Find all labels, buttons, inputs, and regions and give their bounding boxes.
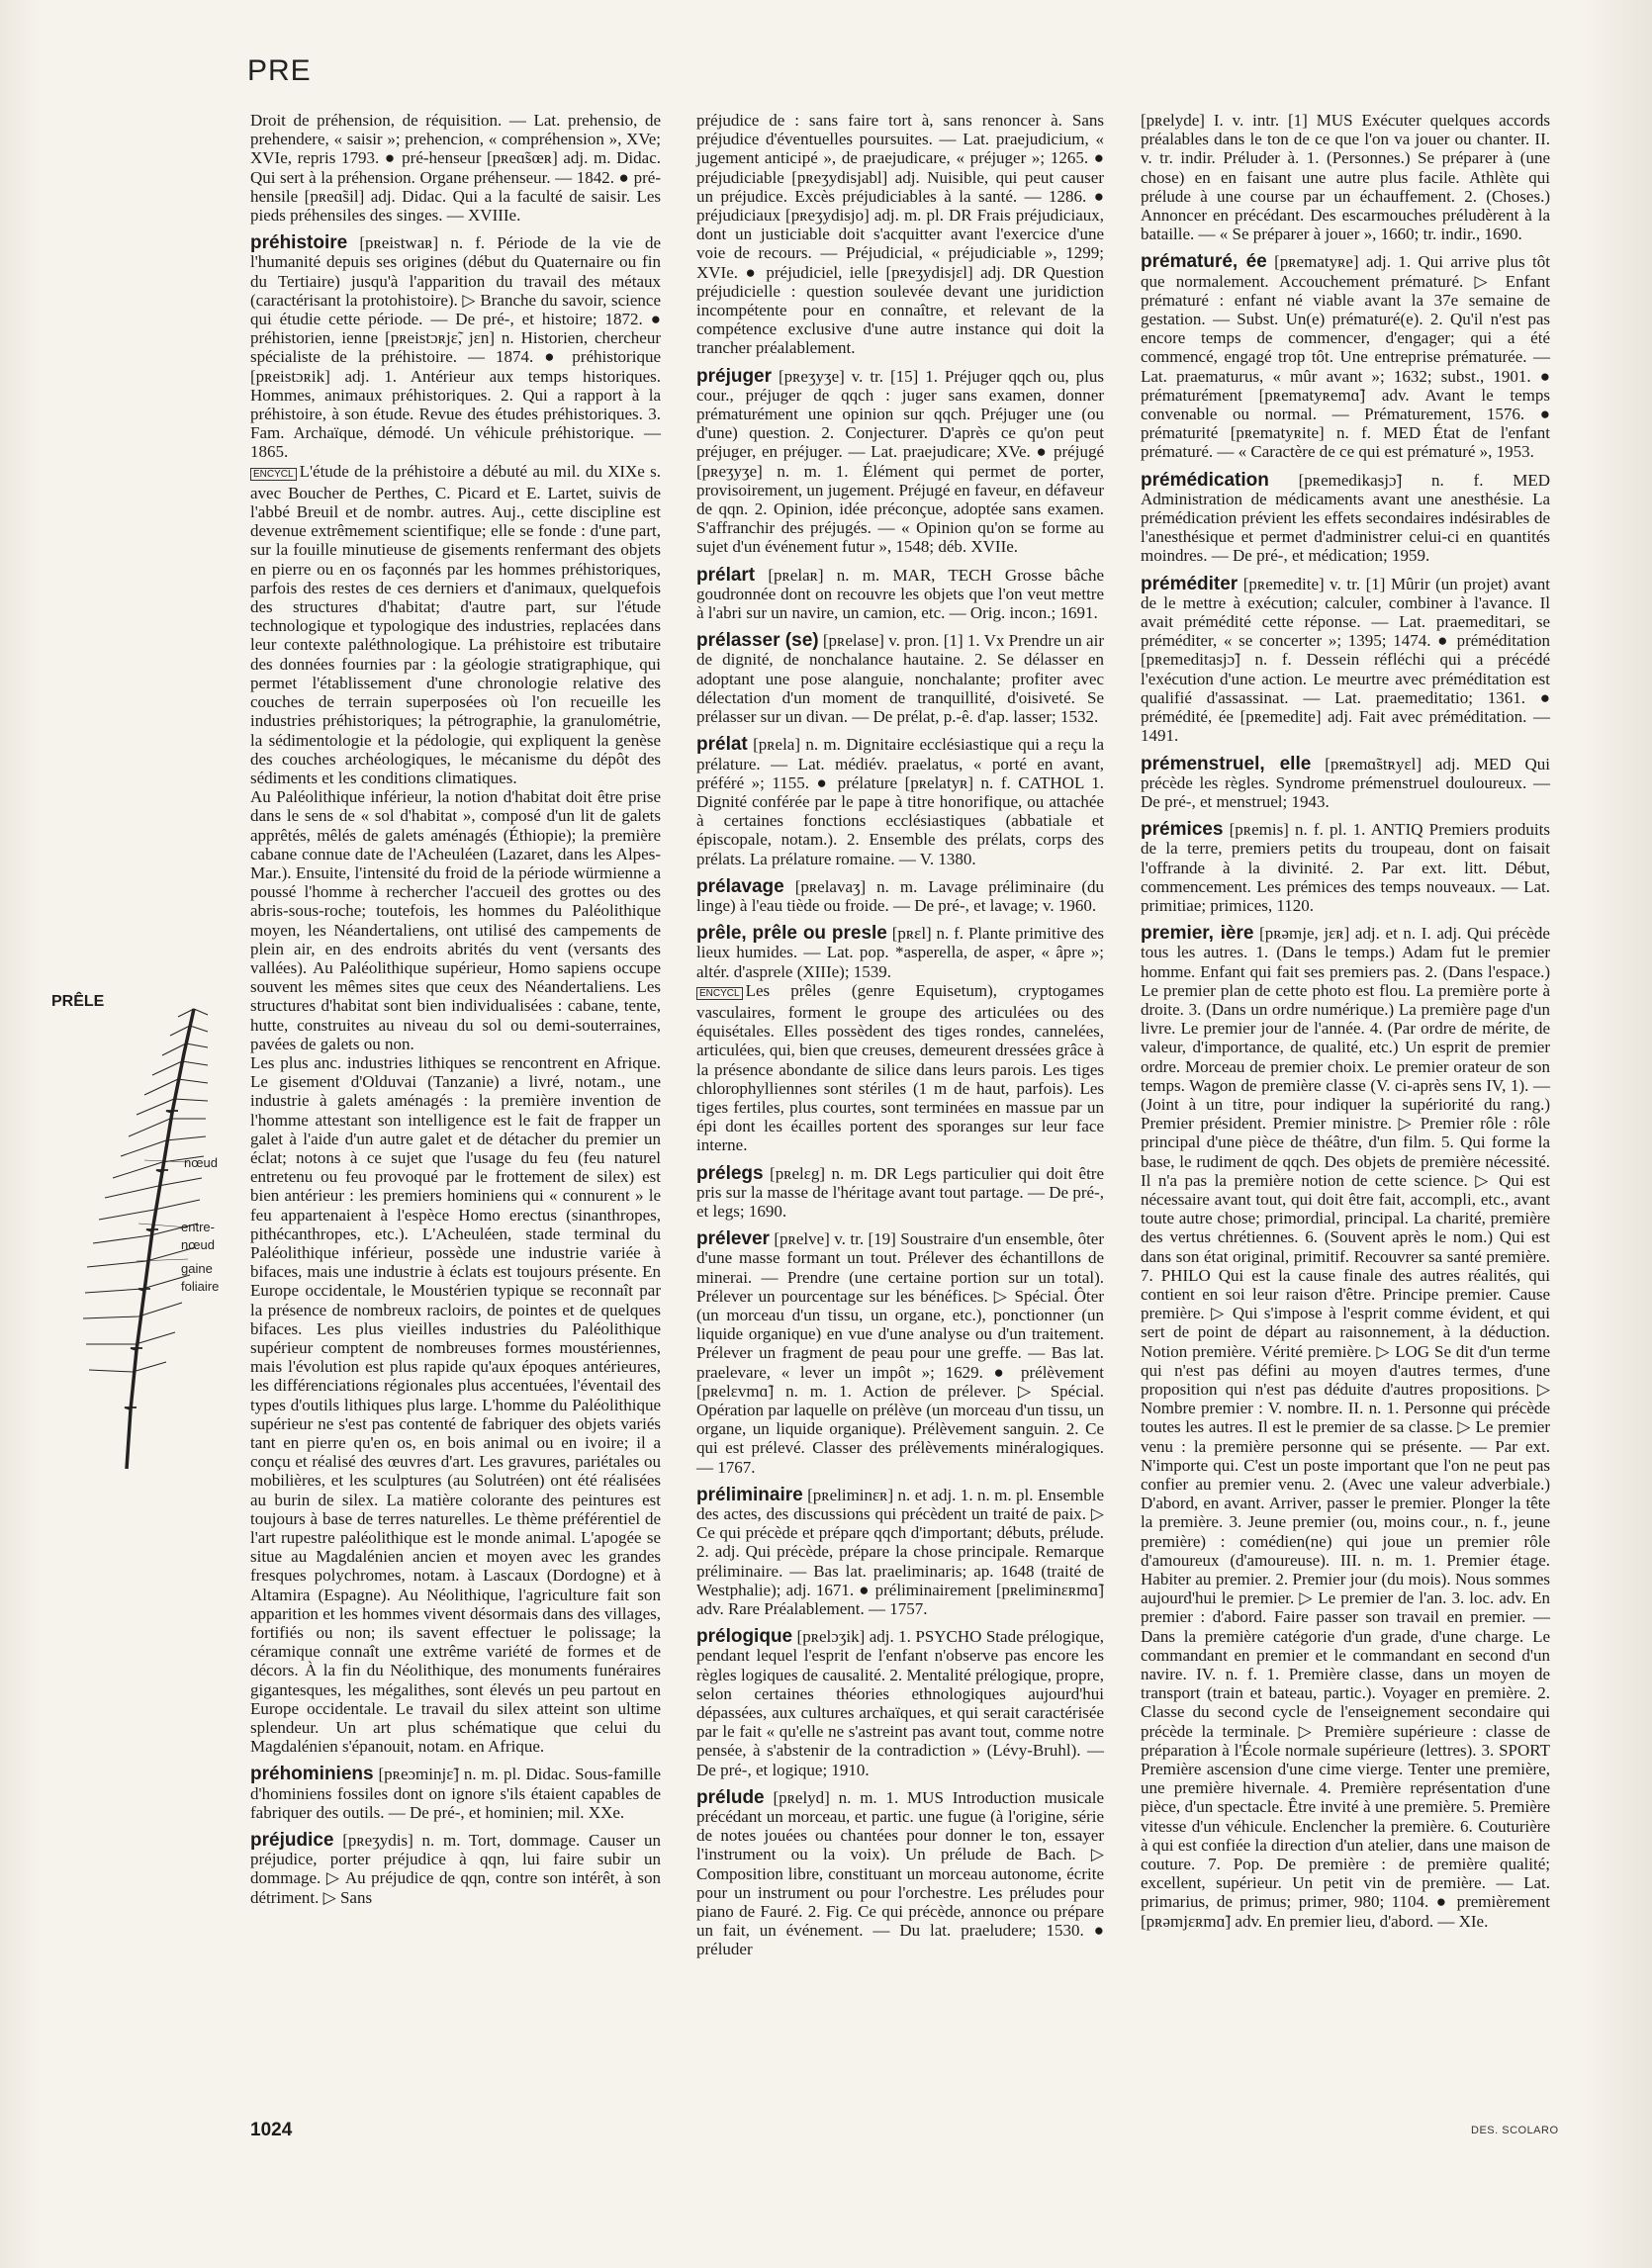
definition: [pʀɛl] n. f. Plante primitive des lieux humides. — Lat. pop. *asperella, de asper, « âpre »; altér. d'asprele (XIIIe); 1539. [696, 924, 1104, 981]
headword: préjuger [696, 365, 773, 387]
entry-preluder-continued: [pʀelyde] I. v. intr. [1] MUS Exécuter quelques accords préalables dans le ton de ce que l'on va jouer ou chanter. II. v. tr. indir. Préluder à. 1. (Personnes.) Se préparer à (une chose) en en faisant une autre plus facile. Athlète qui prélude à une course par un échauffement. 2. (Choses.) Annoncer en précédant. Des escarmouches préludèrent à la bataille. — « Se préparer à jouer », 1660; tr. indir., 1690. [1141, 111, 1550, 244]
encyclopedic-text: Les plus anc. industries lithiques se rencontrent en Afrique. Le gisement d'Olduvai (Tanzanie) a livré, notam., une industrie à galets aménagés : la première invention de l'homme attestant son intelligence est le fait de frapper un galet à l'aide d'un autre galet et de détacher du premier un éclat; notons à ce sujet que l'usage du feu (feu naturel entretenu ou feu provoqué par le frottement de silex) est bien antérieur : les premiers hominiens qui « connurent » le feu appartenaient à l'espèce Homo erectus (sinanthropes, pithécanthropes, etc.). L'Acheuléen, stade terminal du Paléolithique inférieur, possède une industrie variée à bifaces, mais une industrie à éclats est toujours présente. En Europe occidentale, le Moustérien typique se reconnaît par la présence de nombreux racloirs, de pointes et de quelques bifaces. Les plus vieilles industries du Paléolithique supérieur comptent de nombreuses formes moustériennes, mais l'évolution est plus rapide qu'aux époques antérieures, les différenciations régionales plus accentuées, l'éventail des types d'outils lithiques plus large. L'homme du Paléolithique supérieur ne s'est pas contenté de fabriquer des objets variés tant en pierre qu'en os, en bois animal ou en ivoire; il a conçu et réalisé des œuvres d'art. Les gravures, pariétales ou mobilières, et les sculptures (au Solutréen) ont été réalisées au burin de silex. La matière colorante des peintures est toujours à base de terres naturelles. Le thème préférentiel de l'art rupestre paléolithique est le monde animal. L'apogée se situe au Magdalénien ancien et moyen avec les grandes fresques polychromes, notam. à Lascaux (Dordogne) et à Altamira (Espagne). Au Néolithique, l'agriculture fait son apparition et les hommes vivent désormais dans des villages, fortifiés ou non; ils savent effectuer le polissage; la céramique connaît une extrême variété de formes et de décors. À la fin du Néolithique, des monuments funéraires gigantesques, les mégalithes, sont élevés un peu partout en Europe occidentale. Le travail du silex atteint son ultime splendeur. Un art plus schématique que celui du Magdalénien s'épanouit, notam. en Afrique. [250, 1052, 661, 1757]
entry-premediter [1141, 575, 1550, 746]
headword: prélat [696, 734, 748, 756]
definition: [pʀematyʀe] adj. 1. Qui arrive plus tôt que normalement. Accouchement prématuré. ▷ Enfant prématuré : enfant né viable avant la 37e semaine de gestation. — Subst. Un(e) prématuré(e). 2. Qu'il n'est pas encore temps de commencer, d'engager; qui a été commencé, engagé trop tôt. Une entreprise prématurée. — Lat. praematurus, « mûr avant »; 1632; subst., 1901. ● prématurément [pʀematyʀemɑ̃] adv. Avant le temps convenable ou normal. — Prématurement, 1576. ● prématurité [pʀematyʀite] n. f. MED État de l'enfant prématuré. — « Caractère de ce qui est prématuré », 1953. [1141, 252, 1550, 462]
headword: préhistoire [250, 232, 348, 254]
headword: prémenstruel, elle [1141, 753, 1312, 774]
definition: [pʀelase] v. pron. [1] 1. Vx Prendre un air de dignité, de nonchalance hautaine. 2. Se délasser en adoptant une pose alanguie, nonchalante; profiter avec délectation d'un moment de tranquillité, d'oisiveté. Se prélasser sur un divan. — De prélat, p.-ê. d'ap. lasser; 1532. [696, 631, 1104, 727]
headword: prélegs [696, 1162, 764, 1184]
headword: prélever [696, 1228, 770, 1250]
headword: prélasser (se) [696, 630, 819, 652]
definition: [pʀelve] v. tr. [19] Soustraire d'un ensemble, ôter d'une masse formant un tout. Prélever des échantillons de minerai. — Prendre (une certaine portion sur un total). Prélever un pourcentage sur les bénéfices. ▷ Spécial. Ôter (un morceau d'un tissu, un organe, etc.), ponctionner (un liquide organique) en vue d'une analyse ou d'un traitement. Prélever un fragment de peau pour une greffe. — Bas lat. praelevare, « lever un impôt »; 1629. ● prélèvement [pʀelɛvmɑ̃] n. m. 1. Action de prélever. ▷ Spécial. Opération par laquelle on prélève (un morceau d'un tissu, un organe, un liquide organique). Prélèvement sanguin. 2. Ce qui est prélevé. Classer des prélèvements minéralogiques. — 1767. [696, 1229, 1104, 1477]
entry-prelever [696, 1229, 1104, 1477]
headword: prélavage [696, 875, 784, 897]
column-3 [1141, 111, 1550, 1940]
definition: [pʀeistwaʀ] n. f. Période de la vie de l'humanité depuis ses origines (début du Quaternaire ou fin du Tertiaire) jusqu'à l'apparition du travail des métaux (caractérisant la protohistoire). ▷ Branche du savoir, science qui étudie cette période. — De pré-, et histoire; 1872. ● préhistorien, ienne [pʀeistɔʀjɛ̃, jɛn] n. Historien, chercheur spécialiste de la préhistoire. — 1874. ● préhistorique [pʀeistɔʀik] adj. 1. Antérieur aux temps historiques. Hommes, animaux préhistoriques. 2. Qui a rapport à la préhistoire, à son étude. Revue des études préhistoriques. 3. Fam. Archaïque, démodé. Un véhicule préhistorique. — 1865. [250, 233, 661, 462]
entry-premenstruel [1141, 755, 1550, 812]
encyclopedic-text: Au Paléolithique inférieur, la notion d'habitat doit être prise dans le sens de « sol d'habitat », composé d'un lit de galets apprêtés, mêlés de galets aménagés (Éthiopie); la première cabane connue date de l'Acheuléen (Lazaret, dans les Alpes-Mar.). Ensuite, l'intensité du froid de la période würmienne a poussé l'homme à rechercher l'accueil des grottes ou des abris-sous-roche; toutefois, les hommes du Paléolithique moyen, les Néandertaliens, ont utilisé des campements de plein air, en des endroits abrités du vent (versants des vallées). Au Paléolithique supérieur, Homo sapiens occupe souvent les mêmes sites que ceux des Néandertaliens. Les structures d'habitat sont bien individualisées : cabane, tente, hutte, construites au niveau du sol ou demi-souterraines, pavées de galets ou non. [250, 787, 661, 1053]
entry-prejuger [696, 367, 1104, 557]
definition: [pʀeʒydis] n. m. Tort, dommage. Causer un préjudice, porter préjudice à qqn, lui faire subir un dommage. ▷ Au préjudice de qqn, contre son intérêt, à son détriment. ▷ Sans [250, 1831, 661, 1907]
definition: [pʀeliminɛʀ] n. et adj. 1. n. m. pl. Ensemble des actes, des discussions qui précèdent un traité de paix. ▷ Ce qui précède et prépare qqch d'important; débuts, prélude. 2. adj. Qui précède, prépare la chose principale. Remarque préliminaire. — Bas lat. praeliminaris; ap. 1648 (traité de Westphalie); adj. 1671. ● préliminairement [pʀeliminɛʀmɑ̃] adv. Rare Préalablement. — 1757. [696, 1485, 1104, 1619]
column-2 [696, 111, 1104, 1968]
entry-prelavage [696, 877, 1104, 915]
entry-prejudice [250, 1831, 661, 1907]
definition: [pʀemis] n. f. pl. 1. ANTIQ Premiers produits de la terre, premiers petits du troupeau, dont on faisait l'offrande à la divinité. 2. Par ext. litt. Début, commencement. Les prémices des temps nouveaux. — Lat. primitiae; primices, 1120. [1141, 820, 1550, 915]
entry-prelasser [696, 631, 1104, 726]
entry-prelude [696, 1788, 1104, 1959]
headword: prélude [696, 1786, 765, 1808]
entry-prejudice-continued: préjudice de : sans faire tort à, sans renoncer à. Sans préjudice d'éventuelles poursuites. — Lat. praejudicium, « jugement anticipé », de praejudicare, « préjuger »; 1265. ● préjudiciable [pʀeʒydisjabl] adj. Nuisible, qui peut causer un préjudice. Excès préjudiciables à la santé. — 1286. ● préjudiciaux [pʀeʒydisjo] adj. m. pl. DR Frais préjudiciaux, dont un justiciable doit s'acquitter avant l'exercice d'une voie de recours. — Préjudicial, « préjudiciable », 1299; XVIe. ● préjudiciel, ielle [pʀeʒydisjɛl] adj. DR Question préjudicielle : question soulevée devant une juridiction incompétente pour en connaître, et relevant de la compétence exclusive d'une autre instance qui doit la trancher préalablement. [696, 111, 1104, 358]
definition: [pʀelyd] n. m. 1. MUS Introduction musicale précédant un morceau, et partic. une fugue (à l'origine, série de notes jouées ou chantées pour donner le ton, essayer l'instrument ou la voix). Un prélude de Bach. ▷ Composition libre, constituant un morceau autonome, écrite pour un instrument ou pour l'orchestre. Les préludes pour piano de Fauré. 2. Fig. Ce qui précède, annonce ou prépare un fait, un événement. — Du lat. praeludere; 1530. ● préluder [696, 1787, 1104, 1959]
definition: [pʀelɛg] n. m. DR Legs particulier qui doit être pris sur la masse de l'héritage avant tout partage. — De pré-, et legs; 1690. [696, 1163, 1104, 1221]
headword: prémices [1141, 819, 1224, 841]
label-noeud: nœud [184, 1155, 218, 1170]
column-1 [250, 111, 661, 1916]
definition: [pʀəmje, jɛʀ] adj. et n. I. adj. Qui précède tous les autres. 1. (Dans le temps.) Adam fut le premier homme. Enfant qui fait ses premiers pas. 2. (Dans l'espace.) Le premier plan de cette photo est flou. La première porte à droite. 3. (Dans un ordre numérique.) La première page d'un livre. Le premier jour de l'année. 4. (Par ordre de mérite, de valeur, d'importance, de qualité, etc.) Un esprit de premier ordre. Morceau de premier choix. Le premier orateur de son temps. Wagon de première classe (V. ci-après sens IV, 1). — (Joint à un titre, pour indiquer la supériorité du rang.) Premier président. Premier ministre. ▷ Premier rôle : rôle principal d'une pièce de théâtre, d'un film. 5. Qui forme la base, le rudiment de qqch. Des objets de première nécessité. Il n'a pas la première notion de cette science. ▷ Qui est nécessaire avant tout, qui doit être fait, accompli, etc., avant toute autre chose; primordial, principal. La charité, première des vertus chrétiennes. 6. (Souvent après le nom.) Qui est dans son état original, primitif. Recouvrer sa santé première. 7. PHILO Qui est la cause finale des autres réalités, qui contient en soi leur raison d'être. Principe premier. Cause première. ▷ Qui s'impose à l'esprit comme évident, et qui sert de point de départ au raisonnement, à la déduction. Notion première. Vérité première. ▷ LOG Se dit d'un terme qui n'est pas défini au moyen d'autres termes, d'une proposition qui n'est pas déduite d'autres propositions. ▷ Nombre premier : V. nombre. II. n. 1. Personne qui précède toutes les autres. Il est le premier de sa classe. ▷ Le premier venu : la première personne qui se présente. — Par ext. N'importe qui. C'est un poste important que l'on ne peut pas confier au premier venu. 2. (Avec une valeur adverbiale.) D'abord, en avant. Arriver, passer le premier. Plonger la tête la première. 3. Jeune premier (ou, moins cour., n. f., jeune première) : comédien(ne) qui joue un premier rôle d'amoureux (d'amoureuse). III. n. m. 1. Premier étage. Habiter au premier. 2. Premier jour (du mois). Nous sommes aujourd'hui le premier. ▷ Le premier de l'an. 3. loc. adv. En premier : d'abord. Faire passer son travail en premier. — Dans la première catégorie d'un grade, d'une charge. Le commandant en premier et le commandant en second d'un navire. IV. n. f. 1. Première classe, dans un moyen de transport (train et bateau, partic.). Voyager en première. 2. Classe du second cycle de l'enseignement secondaire qui précède la terminale. ▷ Première supérieure : classe de préparation à l'École normale supérieure (lettres). 3. SPORT Première ascension d'une cime vierge. Tenter une première, une première hivernale. 4. Première représentation d'une pièce, d'un spectacle. Être invité à une première. 5. Première vitesse d'un véhicule. Enclencher la première. 6. Couturière à qui est confiée la direction d'un atelier, dans une maison de couture. 7. Pop. De première : de première qualité; excellent, supérieur. Un petit vin de première. — Lat. primarius, de primus; primer, 980; 1104. ● premièrement [pʀəmjɛʀmɑ̃] adv. En premier lieu, d'abord. — XIe. [1141, 924, 1550, 1931]
headword: prélart [696, 564, 756, 586]
entry-prele [696, 924, 1104, 1154]
headword: prêle, prêle ou presle [696, 923, 887, 945]
entry-prehominiens [250, 1765, 661, 1822]
headword: préhominiens [250, 1764, 374, 1785]
definition: [pʀeɔminjɛ̃] n. m. pl. Didac. Sous-famille d'hominiens fossiles dont on ignore s'ils étaient capables de fabriquer des outils. — De pré-, et hominien; mil. XXe. [250, 1765, 661, 1822]
definition: [pʀela] n. m. Dignitaire ecclésiastique qui a reçu la prélature. — Lat. médiév. praelatus, « porté en avant, préféré »; 1155. ● prélature [pʀelatyʀ] n. f. CATHOL 1. Dignité conférée par le pape à titre honorifique, ou attachée à certaines fonctions ecclésiastiques (abbatiale et épiscopale, notam.). 2. Ensemble des prélats, corps des prélats. La prélature romaine. — V. 1380. [696, 735, 1104, 868]
encyclopedic-text: Les prêles (genre Equisetum), cryptogames vasculaires, forment le groupe des articulées ou des équisétales. Elles possèdent des tiges rondes, cannelées, articulées, qui, bien que creuses, demeurent dressées grâce à la présence abondante de silice dans leurs parois. Les tiges chlorophylliennes sont stériles (1 m de haut, parfois). Les tiges fertiles, plus courtes, sont terminées en massue par un épi dont les écailles portent des sporanges sur leur face interne. [696, 980, 1104, 1155]
entry-premature [1141, 252, 1550, 461]
definition: [pʀemedikasjɔ̃] n. f. MED Administration de médicaments avant une anesthésie. La prémédication prévient les effets secondaires indésirables de l'anesthésique et permet d'administrer celui-ci en quantités moindres. — De pré-, et médication; 1959. [1141, 470, 1550, 566]
encyclopedic-tag: ENCYCL [250, 468, 297, 481]
headword: prématuré, ée [1141, 251, 1267, 273]
running-head: PRE [247, 54, 312, 87]
entry-prelogique [696, 1627, 1104, 1779]
definition: [pʀelaʀ] n. m. MAR, TECH Grosse bâche goudronnée dont on recouvre les objets que l'on veut mettre à l'abri sur un navire, un camion, etc. — Orig. incon.; 1691. [696, 565, 1104, 623]
page-number: 1024 [250, 2120, 293, 2140]
entry-prehistoire [250, 233, 661, 1756]
encyclopedic-tag: ENCYCL [696, 987, 743, 1000]
entry-prelegs [696, 1164, 1104, 1222]
entry-prelart [696, 566, 1104, 623]
definition: [pʀemedite] v. tr. [1] Mûrir (un projet) avant de le mettre à exécution; calculer, combiner à l'avance. Il avait prémédité cette réponse. — Lat. praemeditari, se préméditer, « se concerter »; 1395; 1474. ● préméditation [pʀemeditasjɔ̃] n. f. Dessein réfléchi qui a précédé l'exécution d'une action. Le meurtre avec préméditation est qualifié d'assassinat. — Lat. praemeditatio; 1361. ● prémédité, ée [pʀemedite] adj. Fait avec préméditation. — 1491. [1141, 574, 1550, 746]
headword: préméditer [1141, 573, 1239, 594]
illustration-title: PRÊLE [51, 993, 105, 1010]
encyclopedic-text: L'étude de la préhistoire a débuté au mil. du XIXe s. avec Boucher de Perthes, C. Picard et E. Lartet, suivis de l'abbé Breuil et de nombr. autres. Auj., cette discipline est devenue extrêmement scientifique; elle se fonde : d'une part, sur la fouille minutieuse de gisements renfermant des objets en pierre ou en os façonnés par les hommes préhistoriques, parfois des restes de ces derniers et d'animaux, quelquefois des structures d'habitat; d'autre part, sur l'étude technologique et typologique des industries, replacées dans leur contexte paléthnologique. La préhistoire est tributaire des données fournies par : la géologie stratigraphique, qui permet l'établissement d'une chronologie relative des couches de terrain superposées où l'on recueille les industries préhistoriques; la pétrographie, la granulométrie, la sédimentologie et la pédologie, qui expliquent la genèse des couches archéologiques, le mécanisme du dépôt des sédiments et les conditions climatiques. [250, 461, 661, 787]
label-entre-noeud: entre-nœud [181, 1220, 215, 1252]
definition: [pʀelɔʒik] adj. 1. PSYCHO Stade prélogique, pendant lequel l'esprit de l'enfant n'observe pas encore les règles logiques de causalité. 2. Mentalité prélogique, propre, selon certaines théories ethnologiques aujourd'hui dépassées, aux cultures archaïques, et qui serait caractérisée par le fait « qu'elle ne s'astreint pas avant tout, comme notre pensée, à s'abstenir de la contradiction » (Lévy-Bruhl). — De pré-, et logique; 1910. [696, 1627, 1104, 1779]
entry-premier [1141, 924, 1550, 1931]
definition: [pʀeʒyʒe] v. tr. [15] 1. Préjuger qqch ou, plus cour., préjuger de qqch : juger sans examen, donner prématurément une opinion sur qqch. Préjuger une (ou d'une) question. 2. Conjecturer. D'après ce qu'on peut préjuger, en préjuger. — Lat. praejudicare; XVe. ● préjugé [pʀeʒyʒe] n. m. 1. Élément qui permet de porter, provisoirement, un jugement. Préjugé en faveur, en défaveur de qqn. 2. Opinion, idée préconçue, adoptée sans examen. S'affranchir des préjugés. — « Opinion qu'on se forme au sujet d'un événement futur », 1548; déb. XVIIe. [696, 366, 1104, 557]
illustration-credit: DES. SCOLARO [1471, 2125, 1559, 2136]
headword: prémédication [1141, 469, 1269, 491]
headword: premier, ière [1141, 923, 1254, 945]
entry-prehension-continued: Droit de préhension, de réquisition. — Lat. prehensio, de prehendere, « saisir »; prehencion, « compréhension », XVe; XVIe, repris 1793. ● pré-henseur [pʀeɑ̃sœʀ] adj. m. Didac. Qui sert à la préhension. Organe préhenseur. — 1842. ● pré-hensile [pʀeɑ̃sil] adj. Didac. Qui a la faculté de saisir. Les pieds préhensiles des singes. — XVIIIe. [250, 111, 661, 226]
entry-prelat [696, 735, 1104, 867]
definition: [pʀemɑ̃stʀyɛl] adj. MED Qui précède les règles. Syndrome prémenstruel douloureux. — De pré-, et menstruel; 1943. [1141, 754, 1551, 811]
headword: préjudice [250, 1830, 334, 1852]
label-gaine-foliaire: gaine foliaire [181, 1261, 220, 1294]
entry-premedication [1141, 471, 1550, 566]
definition: [pʀelavaʒ] n. m. Lavage préliminaire (du linge) à l'eau tiède ou froide. — De pré-, et lavage; v. 1960. [696, 876, 1104, 915]
headword: préliminaire [696, 1484, 803, 1505]
headword: prélogique [696, 1626, 793, 1648]
entry-premices [1141, 820, 1550, 915]
entry-preliminaire [696, 1486, 1104, 1618]
